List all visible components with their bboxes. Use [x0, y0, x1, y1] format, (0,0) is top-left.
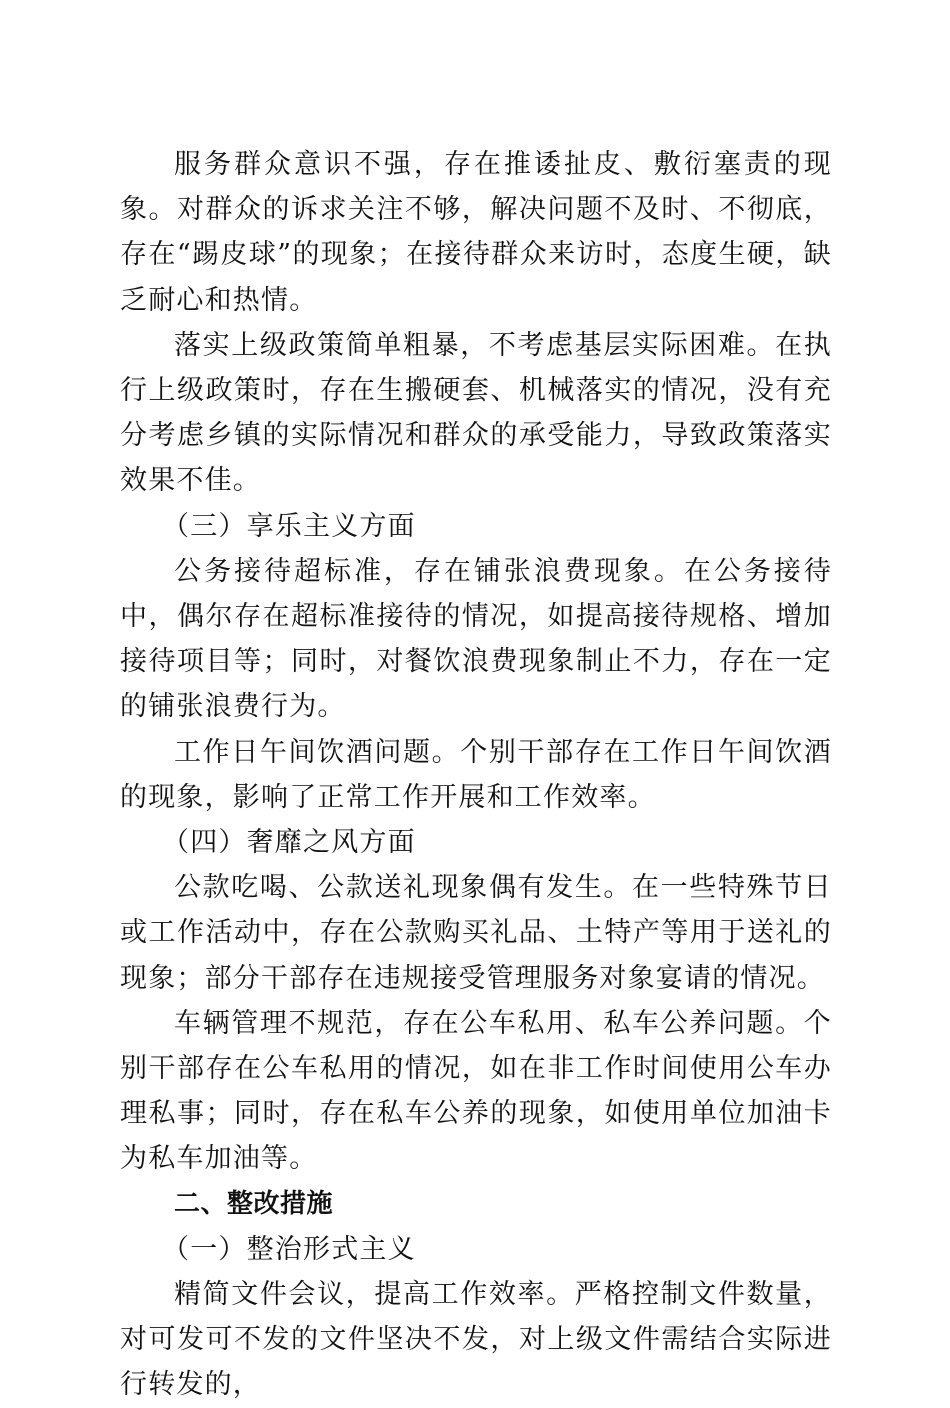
paragraph-service-awareness: 服务群众意识不强，存在推诿扯皮、敷衍塞责的现象。对群众的诉求关注不够，解决问题不及时、不彻底，存在“踢皮球”的现象；在接待群众来访时，态度生硬，缺乏耐心和热情。	[120, 149, 832, 316]
paragraph-policy-implementation: 落实上级政策简单粗暴，不考虑基层实际困难。在执行上级政策时，存在生搬硬套、机械落实的情况，没有充分考虑乡镇的实际情况和群众的承受能力，导致政策落实效果不佳。	[120, 329, 832, 497]
paragraph-public-funds-gifts: 公款吃喝、公款送礼现象偶有发生。在一些特殊节日或工作活动中，存在公款购买礼品、土特产等用于送礼的现象；部分干部存在违规接受管理服务对象宴请的情况。	[120, 872, 832, 994]
section-heading-extravagance: （四）奢靡之风方面	[162, 827, 416, 859]
section-heading-hedonism: （三）享乐主义方面	[162, 510, 416, 542]
section-heading-rectification-measures: 二、整改措施	[174, 1188, 334, 1219]
section-heading-formalism: （一）整治形式主义	[162, 1233, 416, 1265]
paragraph-workday-drinking: 工作日午间饮酒问题。个别干部存在工作日午间饮酒的现象，影响了正常工作开展和工作效率。	[120, 736, 832, 813]
document-body	[120, 142, 832, 1408]
paragraph-official-reception: 公务接待超标准，存在铺张浪费现象。在公务接待中，偶尔存在超标准接待的情况，如提高接待规格、增加接待项目等；同时，对餐饮浪费现象制止不力，存在一定的铺张浪费行为。	[120, 555, 832, 723]
paragraph-streamline-documents: 精简文件会议，提高工作效率。严格控制文件数量，对可发可不发的文件坚决不发，对上级文件需结合实际进行转发的，	[120, 1279, 832, 1401]
paragraph-vehicle-management: 车辆管理不规范，存在公车私用、私车公养问题。个别干部存在公车私用的情况，如在非工作时间使用公车办理私事；同时，存在私车公养的现象，如使用单位加油卡为私车加油等。	[120, 1007, 832, 1175]
